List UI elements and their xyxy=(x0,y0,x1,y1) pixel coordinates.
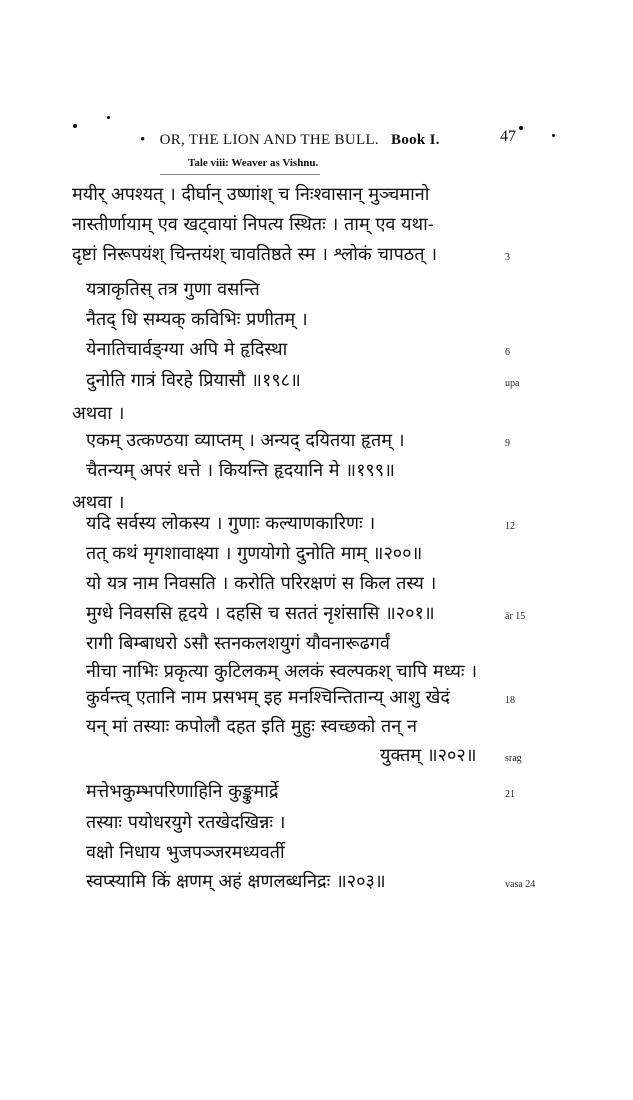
text-line: एकम् उत्कण्ठया व्याप्तम् । अन्यद् दयितया हृतम् । xyxy=(86,430,405,451)
text-line: अथवा । xyxy=(72,492,125,513)
margin-note: 3 xyxy=(505,252,510,263)
ink-speck xyxy=(107,116,110,119)
running-subheader: Tale viii: Weaver as Vishnu. xyxy=(188,157,319,169)
text-line: तस्याः पयोधरयुगे रतखेदखिन्नः । xyxy=(86,812,286,833)
text-line: तत् कथं मृगशावाक्ष्या । गुणयोगो दुनोति माम् ॥२००॥ xyxy=(86,543,423,564)
text-line: कुर्वन्त्व् एतानि नाम प्रसभम् इह मनश्चिन्तितान्य् आशु खेदं xyxy=(86,687,450,708)
margin-note: vasa 24 xyxy=(505,879,536,890)
text-line: यो यत्र नाम निवसति । करोति परिरक्षणं स किल तस्य । xyxy=(86,573,437,594)
margin-note: 21 xyxy=(505,789,515,800)
text-line: नास्तीर्णायाम् एव खट्वायां निपत्य स्थितः । ताम् एव यथा- xyxy=(72,214,434,235)
text-line: मुग्धे निवससि हृदये । दहसि च सततं नृशंसासि ॥२०१॥ xyxy=(86,603,435,624)
text-line: स्वप्स्यामि किं क्षणम् अहं क्षणलब्धनिद्रः ॥२०३॥ xyxy=(86,871,386,892)
ink-speck xyxy=(552,134,555,137)
margin-note: 9 xyxy=(505,438,510,449)
margin-note: ār 15 xyxy=(505,611,526,622)
text-line: यदि सर्वस्य लोकस्य । गुणाः कल्याणकारिणः । xyxy=(86,513,376,534)
text-line: चैतन्यम् अपरं धत्ते । कियन्ति हृदयानि मे ॥१९९॥ xyxy=(86,460,395,481)
margin-note: 6 xyxy=(505,347,510,358)
page-number: 47 xyxy=(500,128,516,145)
header-rule xyxy=(160,174,320,175)
text-line: नैतद् धि सम्यक् कविभिः प्रणीतम् । xyxy=(86,309,308,330)
header-title: THE LION AND THE BULL. xyxy=(188,132,379,148)
text-line: यन् मां तस्याः कपोलौ दहत इति मुहुः स्वच्छको तन् न xyxy=(86,716,417,737)
text-line: मत्तेभकुम्भपरिणाहिनि कुङ्कुमार्द्रे xyxy=(86,781,279,802)
margin-note: upa xyxy=(505,378,520,389)
text-line: नीचा नाभिः प्रकृत्या कुटिलकम् अलकं स्वल्पकश् चापि मध्यः । xyxy=(86,661,478,682)
margin-note: 12 xyxy=(505,521,515,532)
text-line: अथवा । xyxy=(72,403,125,424)
ink-speck xyxy=(519,126,523,130)
header-dot: • xyxy=(140,132,146,148)
ink-speck xyxy=(73,124,77,128)
text-line: दृष्टां निरूपयंश् चिन्तयंश् चावतिष्ठते स्म । श्लोकं चापठत् । xyxy=(72,244,438,265)
text-line: दुनोति गात्रं विरहे प्रियासौ ॥१९८॥ xyxy=(86,370,301,391)
text-line: मयीर् अपश्यत् । दीर्घान् उष्णांश् च निःश्वासान् मुञ्चमानो xyxy=(72,184,430,205)
text-line: येनातिचार्वङ्ग्या अपि मे हृदिस्था xyxy=(86,339,288,360)
margin-note: srag xyxy=(505,753,522,764)
running-header xyxy=(140,132,440,149)
margin-note: 18 xyxy=(505,695,515,706)
text-line: रागी बिम्बाधरो ऽसौ स्तनकलशयुगं यौवनारूढगर्वं xyxy=(86,633,390,654)
text-line: युक्तम् ॥२०२॥ xyxy=(380,745,477,766)
header-prefix: OR, xyxy=(159,132,186,148)
text-line: वक्षो निधाय भुजपञ्जरमध्यवर्ती xyxy=(86,842,285,863)
header-book: Book I. xyxy=(391,132,440,148)
text-line: यत्राकृतिस् तत्र गुणा वसन्ति xyxy=(86,279,260,300)
